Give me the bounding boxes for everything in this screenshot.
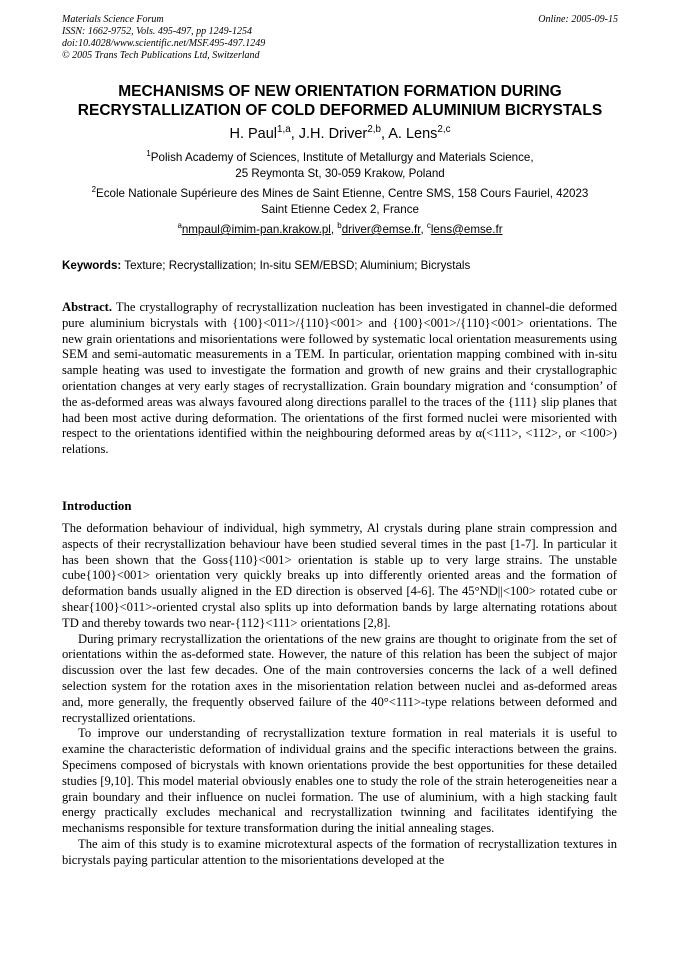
email-link[interactable]: nmpaul@imim-pan.krakow.pl	[181, 223, 331, 236]
affiliation-line: Saint Etienne Cedex 2, France	[261, 203, 419, 216]
author-separator: ,	[380, 126, 389, 142]
affiliation-marker: 2	[91, 185, 96, 195]
title-line-1: MECHANISMS OF NEW ORIENTATION FORMATION DURING	[118, 83, 562, 100]
author-separator: ,	[290, 126, 299, 142]
section-heading: Introduction	[62, 499, 132, 513]
affiliation-marker: 1	[146, 149, 151, 159]
abstract	[62, 300, 617, 458]
keywords-label: Keywords:	[62, 259, 122, 272]
author-name: H. Paul	[229, 126, 278, 142]
email-separator: ,	[420, 223, 427, 236]
journal-name: Materials Science Forum	[62, 14, 164, 25]
affiliation-line: Ecole Nationale Supérieure des Mines de Saint Etienne, Centre SMS, 158 Cours Fauriel, 42023	[96, 187, 589, 200]
author-name: J.H. Driver	[298, 126, 368, 142]
abstract-text: The crystallography of recrystallization nucleation has been investigated in channel-die deformed pure aluminium bicrystals with {100}<011>/{110}<001> and {100}<001>/{110}<001> orientations. The new grain orientations and misorientations were followed by systematic local orientation measurements using SEM and semi-automatic measurements in a TEM. In particular, orientation mapping combined with in-situ sample heating was used to investigate the formation and growth of new grains and their crystallographic orientation changes at very early stages of recrystallization. Grain boundary migration and ‘consumption’ of the as-deformed areas was always favoured along directions parallel to the traces of the {111} slip planes that had been most active during deformation. The orientations of the first formed nuclei were misoriented with respect to the orientations identified within the neighbouring deformed areas by α(<111>, <112>, or <100>) relations.	[62, 300, 617, 457]
abstract-label: Abstract.	[62, 300, 113, 314]
email-separator: ,	[330, 223, 338, 236]
issn-line: ISSN: 1662-9752, Vols. 495-497, pp 1249-1254	[62, 26, 252, 37]
affiliation-2	[40, 186, 640, 218]
doi-line: doi:10.4028/www.scientific.net/MSF.495-497.1249	[62, 38, 266, 49]
journal-header	[62, 14, 618, 62]
affiliation-line: 25 Reymonta St, 30-059 Krakow, Poland	[235, 167, 445, 180]
email-link[interactable]: driver@emse.fr	[341, 223, 421, 236]
author-marker: 2,c	[437, 124, 451, 136]
author-list	[40, 125, 640, 143]
email-marker: a	[177, 221, 182, 231]
author-marker: 1,a	[277, 124, 291, 136]
affiliation-1	[40, 150, 640, 182]
paragraph: To improve our understanding of recrystallization texture formation in real materials it is useful to examine the characteristic deformation of individual grains and the specific interactions between the grains. Specimens composed of bicrystals with known orientations provide the best opportunities for these detailed studies [9,10]. This model material obviously enables one to study the role of the strain heterogeneities near a grain boundary and their influence on nuclei formation. The use of aluminium, with a high stacking fault energy practically excludes mechanical and recrystallization twinning and facilitates identifying the mechanisms responsible for texture transformation during the initial annealing stages.	[62, 726, 617, 836]
email-marker: b	[337, 221, 342, 231]
paragraph: The deformation behaviour of individual, high symmetry, Al crystals during plane strain compression and aspects of their recrystallization behaviour have been studied several times in the past [1-7]. In particular it has been shown that the Goss{110}<001> orientation is stable up to very large strains. The unstable cube{100}<001> orientation very quickly breaks up into differently oriented areas and the formation of deformation bands usually aligned in the ED direction is observed [4-6]. The 45°ND||<100> rotated cube or shear{100}<011>-oriented crystal also splits up into deformation bands by large alternating rotations about TD and thereby towards two near-{112}<111> orientations [2,8].	[62, 521, 617, 630]
paper-title	[40, 82, 640, 120]
copyright-line: © 2005 Trans Tech Publications Ltd, Switzerland	[62, 50, 260, 61]
title-line-2: RECRYSTALLIZATION OF COLD DEFORMED ALUMINIUM BICRYSTALS	[77, 102, 603, 119]
keywords-text: Texture; Recrystallization; In-situ SEM/EBSD; Aluminium; Bicrystals	[121, 259, 471, 272]
online-date: Online: 2005-09-15	[538, 14, 618, 25]
introduction-body	[62, 521, 617, 869]
email-marker: c	[426, 221, 431, 231]
keywords	[62, 258, 618, 274]
paragraph: During primary recrystallization the orientations of the new grains are thought to originate from the set of orientations within the as-deformed state. However, the nature of this relation has been the subject of major discussion over the last few decades. One of the main controversies concerns the lack of a well defined selection system for the rotation axes in the misorientation relation between nuclei and as-deformed areas and, more generally, the frequently observed failure of the 40°<111>-type relations between deformed and recrystallized orientations.	[62, 631, 617, 725]
author-name: A. Lens	[388, 126, 438, 142]
paragraph: The aim of this study is to examine microtextural aspects of the formation of recrystallization textures in bicrystals paying particular attention to the misorientations developed at the	[62, 836, 617, 867]
affiliation-line: Polish Academy of Sciences, Institute of Metallurgy and Materials Science,	[150, 151, 534, 164]
author-marker: 2,b	[367, 124, 381, 136]
email-list	[40, 222, 640, 238]
email-link[interactable]: lens@emse.fr	[430, 223, 503, 236]
